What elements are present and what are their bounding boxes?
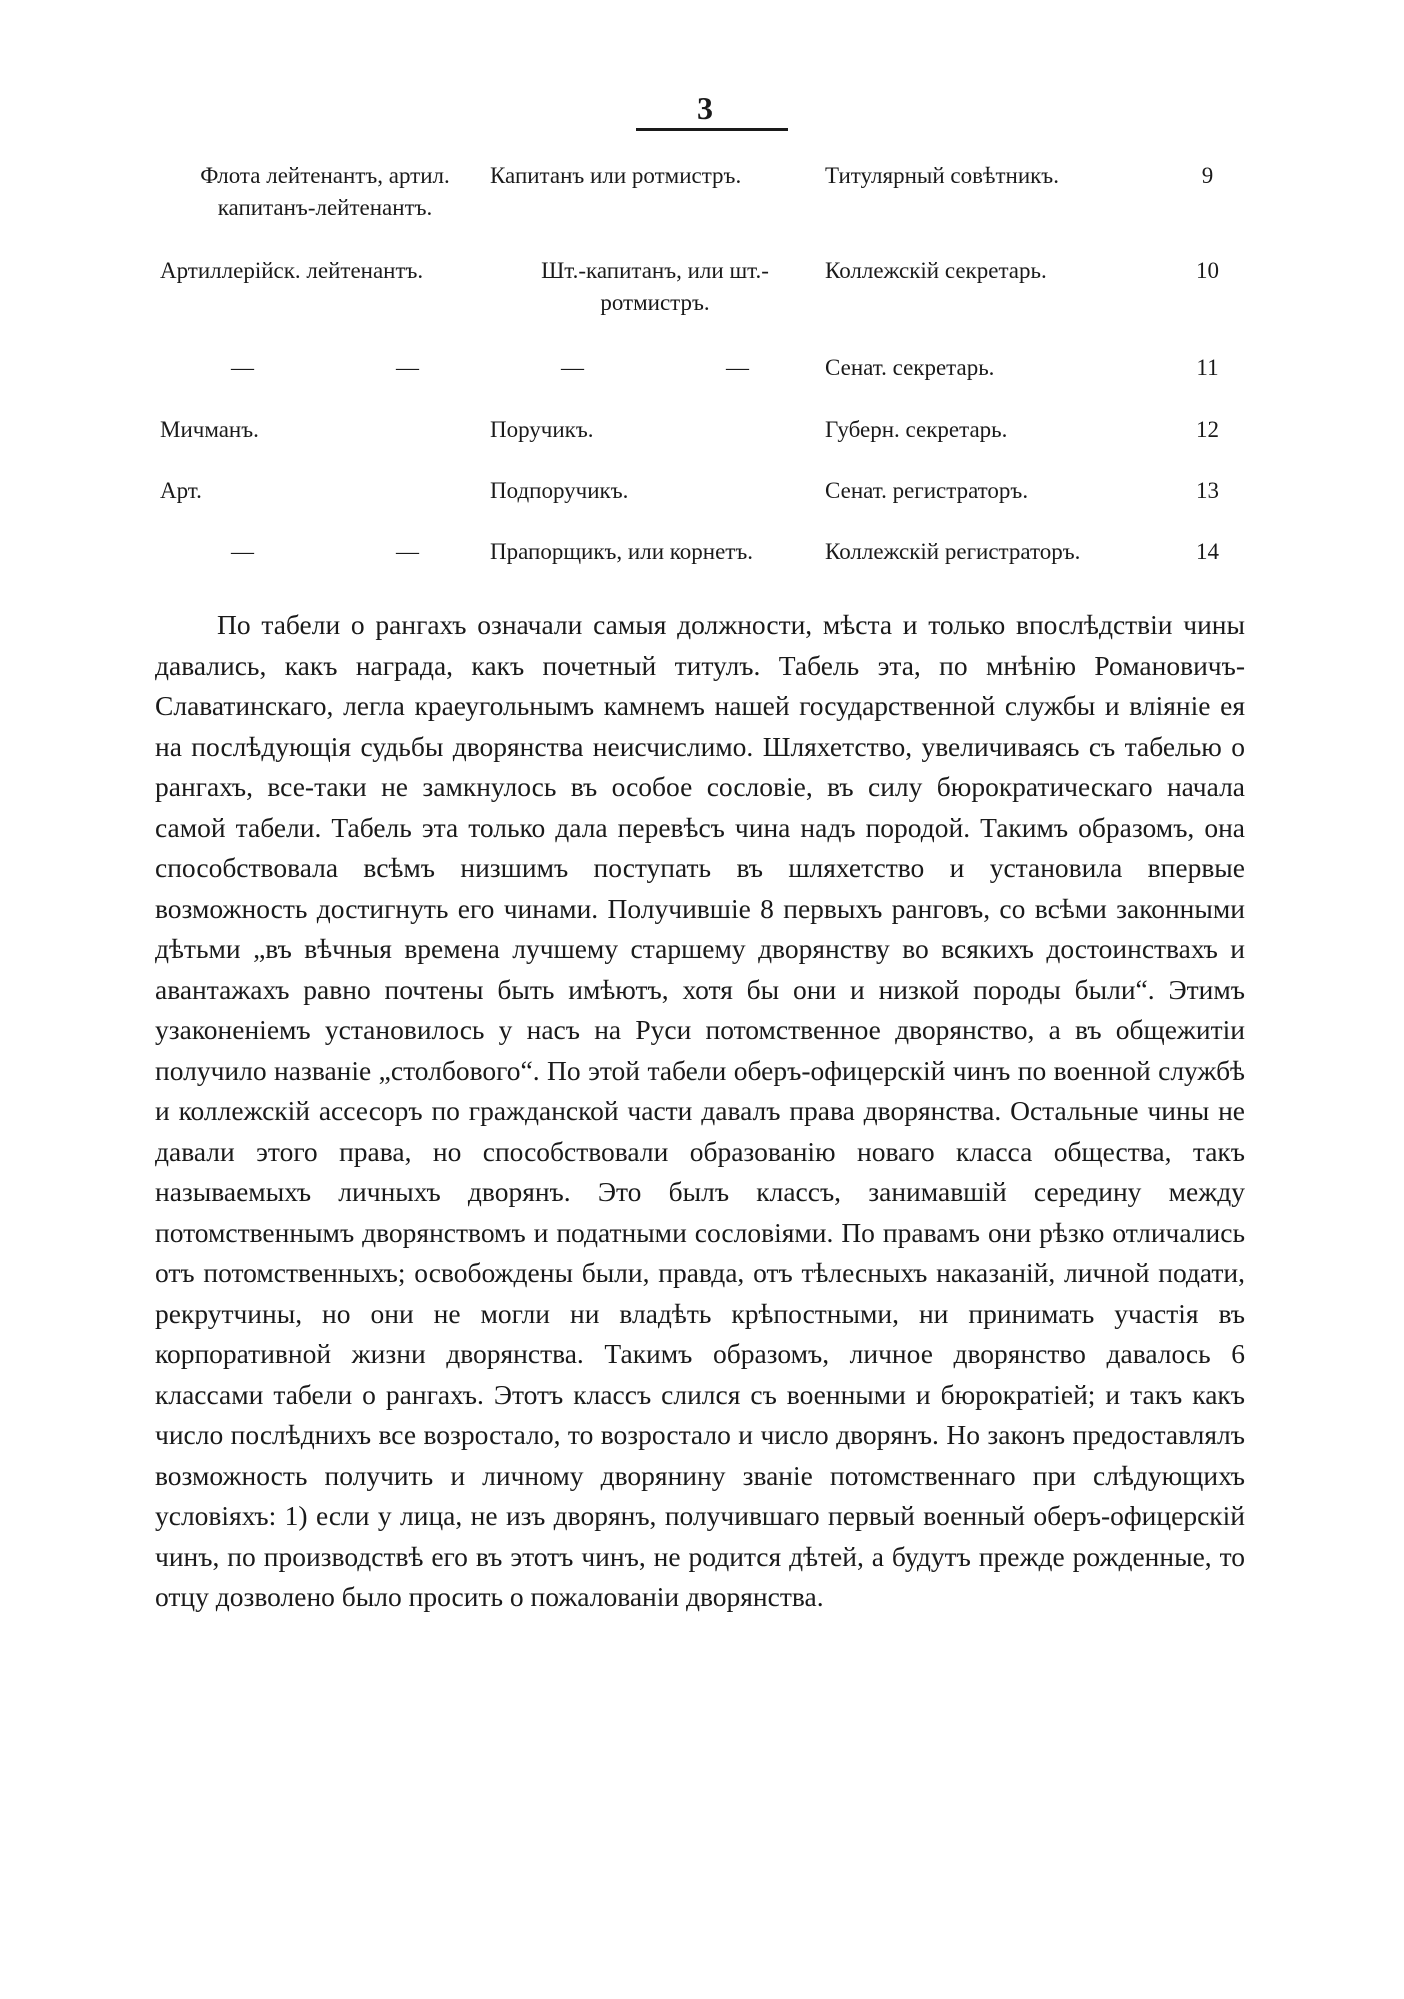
army-rank-line: ротмистръ. [600,290,710,315]
civil-rank-cell: Губерн. секретарь. [825,417,1008,442]
army-rank-dashes [490,352,820,384]
army-rank-cell: Поручикъ. [490,417,594,442]
army-rank-cell [490,255,820,319]
naval-rank-cell: Арт. [160,478,202,503]
class-number-cell: 13 [1196,478,1219,503]
dash-mark: — [396,539,419,564]
naval-rank-dashes [160,536,490,568]
naval-rank-line: Флота лейтенантъ, артил. [200,163,450,188]
dash-mark: — [561,355,584,380]
civil-rank-cell: Титулярный совѣтникъ. [825,163,1059,188]
dash-mark: — [231,355,254,380]
naval-rank-line: капитанъ-лейтенантъ. [217,195,433,220]
dash-mark: — [726,355,749,380]
naval-rank-cell: Артиллерійск. лейтенантъ. [160,258,424,283]
army-rank-cell: Капитанъ или ротмистръ. [490,163,742,188]
naval-rank-dashes [160,352,490,384]
civil-rank-cell: Сенат. секретарь. [825,355,995,380]
class-number-cell: 14 [1196,539,1219,564]
civil-rank-cell: Коллежскій секретарь. [825,258,1047,283]
civil-rank-cell: Сенат. регистраторъ. [825,478,1029,503]
army-rank-cell: Подпоручикъ. [490,478,629,503]
class-number-cell: 9 [1201,163,1214,188]
page-number-rule [636,128,788,131]
body-paragraph: По табели о рангахъ означали самыя должности, мѣста и только впослѣдствіи чины давались, какъ награда, какъ почетный титулъ. Табель эта, по мнѣнію Романовичъ-Славатинскаго, легла краеугольнымъ камнемъ нашей государственной службы и вліяніе ея на послѣдующія судьбы дворянства неисчислимо. Шляхетство, увеличиваясь съ табелью о рангахъ, все-таки не замкнулось въ особое сословіе, въ силу бюрократическаго начала самой табели. Табель эта только дала перевѣсъ чина надъ породой. Такимъ образомъ, она способствовала всѣмъ низшимъ поступать въ шляхетство и установила впервые возможность достигнуть его чинами. Получившіе 8 первыхъ ранговъ, со всѣми законными дѣтьми „въ вѣчныя времена лучшему старшему дворянству во всякихъ достоинствахъ и авантажахъ равно почтены быть имѣютъ, хотя бы они и низкой породы были“. Этимъ узаконеніемъ установилось у насъ на Руси потомственное дворянство, а въ общежитіи получило названіе „столбового“. По этой табели оберъ-офицерскій чинъ по военной службѣ и коллежскій ассесоръ по гражданской части давалъ права дворянства. Остальные чины не давали этого права, но способствовали образованію новаго класса общества, такъ называемыхъ личныхъ дворянъ. Это былъ классъ, занимавшій середину между потомственнымъ дворянствомъ и податными сословіями. По правамъ они рѣзко отличались отъ потомственныхъ; освобождены были, правда, отъ тѣлесныхъ наказаній, личной подати, рекрутчины, но они не могли ни владѣть крѣпостными, ни принимать участія въ корпоративной жизни дворянства. Такимъ образомъ, личное дворянство давалось 6 классами табели о рангахъ. Этотъ классъ слился съ военными и бюрократіей; и такъ какъ число послѣднихъ все возростало, то возростало и число дворянъ. Но законъ предоставлялъ возможность получить и личному дворянину званіе потомственнаго при слѣдующихъ условіяхъ: 1) если у лица, не изъ дворянъ, получившаго первый военный оберъ-офицерскій чинъ, по производствѣ его въ этотъ чинъ, не родится дѣтей, а будутъ прежде рожденные, то отцу дозволено было просить о пожалованіи дворянства. [155,609,1245,1612]
dash-mark: — [396,355,419,380]
army-rank-line: Шт.-капитанъ, или шт.- [541,258,769,283]
class-number-cell: 10 [1196,258,1219,283]
dash-mark: — [231,539,254,564]
class-number-cell: 12 [1196,417,1219,442]
army-rank-cell: Прапорщикъ, или корнетъ. [490,539,753,564]
class-number-cell: 11 [1196,355,1219,380]
naval-rank-cell [160,160,490,224]
civil-rank-cell: Коллежскій регистраторъ. [825,539,1081,564]
page-number: 3 [697,90,713,126]
naval-rank-cell: Мичманъ. [160,417,259,442]
